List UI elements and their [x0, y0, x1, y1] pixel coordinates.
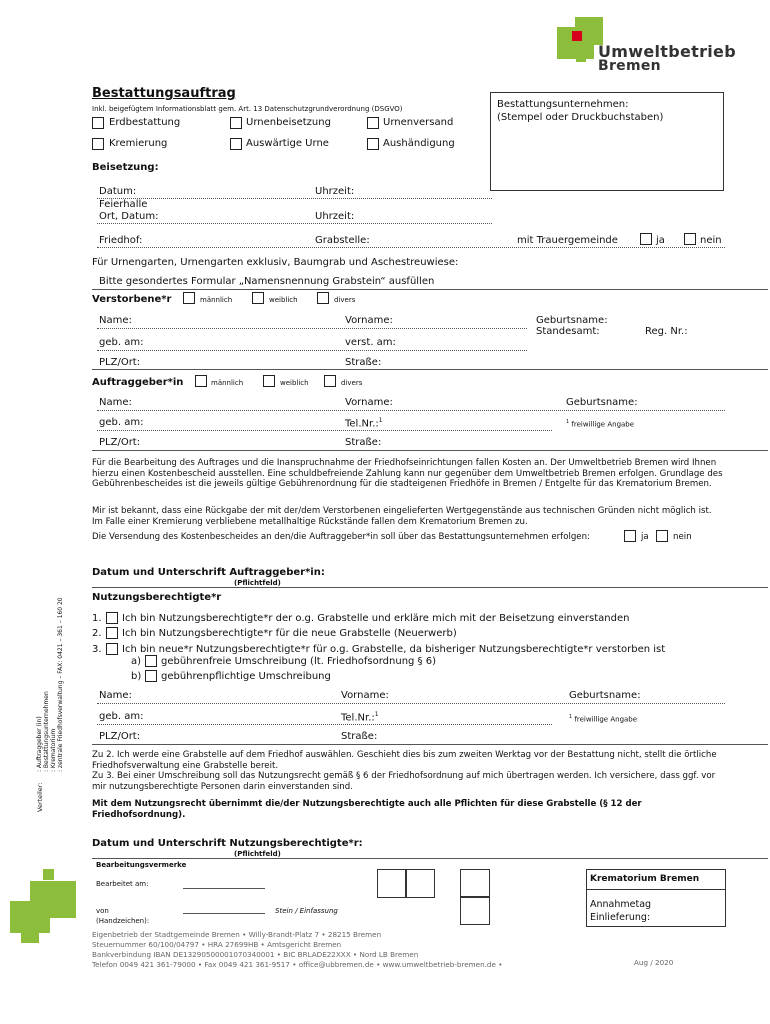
signature2-label: Datum und Unterschrift Nutzungsberechtigte*r:: [92, 838, 363, 849]
nutzung-telnr-sup: 1: [374, 711, 379, 718]
auftraggeber-note-text: freiwillige Angabe: [571, 420, 635, 429]
logo-green-square-small: [576, 52, 586, 62]
logo-text-line2: Bremen: [598, 58, 661, 74]
auftraggeber-geb-label: geb. am:: [99, 417, 144, 428]
page-subtitle: Inkl. beigefügtem Informationsblatt gem. Art. 13 Datenschutzgrundverordnung (DSGVO): [92, 105, 403, 113]
footer-line3: Bankverbindung IBAN DE13290500001070340001 • BIC BRLADE22XXX • Nord LB Bremen: [92, 950, 419, 959]
trauergemeinde-ja-label: ja: [656, 235, 665, 246]
verstorbene-geburtsname-label: Geburtsname:: [536, 315, 608, 326]
footer-date: Aug / 2020: [634, 958, 674, 967]
verstorbene-divers-label: divers: [334, 296, 356, 304]
verstorbene-vorname-label: Vorname:: [345, 315, 393, 326]
auftraggeber-heading: Auftraggeber*in: [92, 377, 184, 388]
checkbox-auftraggeber-divers[interactable]: [324, 375, 336, 387]
signature2-line[interactable]: [92, 858, 768, 859]
nutzung-option2-label: Ich bin Nutzungsberechtigte*r für die neue Grabstelle (Neuerwerb): [122, 628, 457, 639]
verteiler-line1: : Auftraggeber (in): [36, 716, 43, 772]
nutzung-heading: Nutzungsberechtigte*r: [92, 592, 222, 603]
bearbeitet-label: Bearbeitet am:: [96, 880, 149, 888]
checkbox-kremierung[interactable]: [92, 138, 104, 150]
nutzung-telnr-label: [341, 711, 379, 723]
grabstelle-label: Grabstelle:: [315, 235, 370, 246]
label-kremierung: Kremierung: [109, 138, 168, 149]
label-urnenversand: Urnenversand: [383, 117, 454, 128]
cost-paragraph: Für die Bearbeitung des Auftrages und die Inanspruchnahme der Friedhofseinrichtungen fallen Kosten an. Der Umweltbetrieb Bremen wird Ihnen hierzu einen Kostenbescheid ausstellen. Eine schuldbefreiende Zahlung kann nur gegenüber dem Umweltbetrieb Bremen erfolgen. Grundlage des Gebührenbescheides ist die jeweils gültige Gebührenordnung für die stadteigenen Friedhöfe in Bremen / Entgelte für das Krematorium Bremen.: [92, 458, 723, 490]
checkbox-aushaendigung[interactable]: [367, 138, 379, 150]
auftraggeber-name-label: Name:: [99, 397, 132, 408]
verstorbene-heading: Verstorbene*r: [92, 294, 172, 305]
trauergemeinde-label: mit Trauergemeinde: [517, 235, 618, 246]
einlieferung-label: Einlieferung:: [590, 912, 651, 923]
verstorbene-maennlich-label: männlich: [200, 296, 233, 304]
verstorbene-weiblich-label: weiblich: [269, 296, 298, 304]
auftraggeber-plz-line[interactable]: [92, 450, 768, 451]
nutzung-paragraph2: Zu 3. Bei einer Umschreibung soll das Nutzungsrecht gemäß § 6 der Friedhofsordnung auf mich übertragen werden. Ich versichere, dass ggf. vor mir nutzungsberechtigte Personen darin einverstanden sind.: [92, 771, 716, 792]
checkbox-urnenbeisetzung[interactable]: [230, 117, 242, 129]
verstorbene-verst-label: verst. am:: [345, 337, 396, 348]
verteiler-label: Verteiler:: [36, 782, 44, 812]
label-aushaendigung: Aushändigung: [383, 138, 455, 149]
checkbox-nutzung-suboption-b[interactable]: [145, 670, 157, 682]
verstorbene-name-line[interactable]: [97, 328, 527, 329]
processing-box-4[interactable]: [460, 896, 490, 925]
stein-einfassung-label: Stein / Einfassung: [275, 907, 338, 915]
nutzung-suboption-b-letter: b): [131, 671, 142, 682]
nutzung-suboption-b-label: gebührenpflichtige Umschreibung: [161, 671, 331, 682]
datum-label: Datum:: [99, 186, 137, 197]
return-paragraph: Mir ist bekannt, dass eine Rückgabe der mit der/dem Verstorbenen eingelieferten Wertgegenstände aus technischen Gründen nicht möglich ist. Im Falle einer Kremierung verbliebene metallhaltige Rückstände fallen dem Krematorium Bremen zu.: [92, 506, 712, 527]
urnengarten-hint: Bitte gesondertes Formular „Namensnennung Grabstein“ ausfüllen: [99, 276, 435, 287]
trauergemeinde-nein-label: nein: [700, 235, 722, 246]
nutzung-paragraph1: Zu 2. Ich werde eine Grabstelle auf dem Friedhof auswählen. Geschieht dies bis zum zweiten Werktag vor der Bestattung nicht, stellt die örtliche Friedhofsverwaltung eine Grabstelle bereit.: [92, 750, 717, 771]
footer-line2: Steuernummer 60/100/04797 • HRA 27699HB • Amtsgericht Bremen: [92, 940, 342, 949]
auftraggeber-weiblich-label: weiblich: [280, 379, 309, 387]
auftraggeber-geburtsname-label: Geburtsname:: [566, 397, 638, 408]
shipping-ja-label: ja: [641, 532, 649, 542]
urnengarten-label: Für Urnengarten, Urnengarten exklusiv, Baumgrab und Aschestreuwiese:: [92, 257, 459, 268]
handzeichen-line[interactable]: [183, 913, 265, 914]
stamp-box-label: Bestattungsunternehmen: (Stempel oder Druckbuchstaben): [497, 99, 664, 123]
checkbox-nutzung-option3[interactable]: [106, 643, 118, 655]
ort-datum-label: Ort, Datum:: [99, 211, 159, 222]
auftraggeber-plz-label: PLZ/Ort:: [99, 437, 141, 448]
nutzung-name-label: Name:: [99, 690, 132, 701]
processing-box-2[interactable]: [405, 869, 435, 898]
nutzung-geb-line[interactable]: [97, 724, 552, 725]
verstorbene-name-label: Name:: [99, 315, 132, 326]
nutzung-plz-line[interactable]: [92, 744, 768, 745]
auftraggeber-name-line[interactable]: [97, 410, 725, 411]
verstorbene-strasse-label: Straße:: [345, 357, 382, 368]
footer-logo-square-big: [10, 901, 50, 933]
von-label: von: [96, 907, 109, 915]
beisetzung-heading: Beisetzung:: [92, 162, 159, 173]
nutzung-option1-number: 1.: [92, 613, 102, 624]
nutzung-note-sup: 1: [569, 714, 573, 720]
signature1-label: Datum und Unterschrift Auftraggeber*in:: [92, 567, 325, 578]
nutzung-geb-label: geb. am:: [99, 711, 144, 722]
verteiler-line2: : Bestattungsunternehmen: [43, 691, 50, 772]
nutzung-suboption-a-label: gebührenfreie Umschreibung (lt. Friedhofsordnung § 6): [161, 656, 436, 667]
nutzung-option1-label: Ich bin Nutzungsberechtigte*r der o.g. Grabstelle und erkläre mich mit der Beisetzung einverstanden: [122, 613, 630, 624]
nutzung-option3-number: 3.: [92, 644, 102, 655]
krematorium-box[interactable]: [586, 869, 726, 927]
krematorium-title: Krematorium Bremen: [590, 874, 700, 884]
verstorbene-regnr-label: Reg. Nr.:: [645, 326, 688, 337]
ort-datum-line[interactable]: [97, 223, 492, 224]
footer-line4: Telefon 0049 421 361-79000 • Fax 0049 421 361-9517 • office@ubbremen.de • www.umweltbetrieb-bremen.de •: [92, 960, 503, 969]
datum-line[interactable]: [97, 198, 492, 199]
checkbox-auftraggeber-maennlich[interactable]: [195, 375, 207, 387]
checkbox-urnenversand[interactable]: [367, 117, 379, 129]
handzeichen-label: (Handzeichen):: [96, 917, 150, 925]
auftraggeber-telnr-text: Tel.Nr.:: [345, 418, 379, 430]
nutzung-suboption-a-letter: a): [131, 656, 142, 667]
page-title: Bestattungsauftrag: [92, 86, 236, 101]
friedhof-line[interactable]: [97, 247, 725, 248]
checkbox-auftraggeber-weiblich[interactable]: [263, 375, 275, 387]
urnengarten-line: [92, 289, 768, 290]
auftraggeber-telnr-sup: 1: [378, 417, 383, 424]
feierhalle-label: Feierhalle: [99, 199, 148, 210]
verstorbene-geb-label: geb. am:: [99, 337, 144, 348]
nutzung-option3-label: Ich bin neue*r Nutzungsberechtigte*r für o.g. Grabstelle, da bisheriger Nutzungsberechtigte*r verstorben ist: [122, 644, 666, 655]
logo-text-line1: Umweltbetrieb: [598, 42, 736, 61]
checkbox-auswaertige-urne[interactable]: [230, 138, 242, 150]
auftraggeber-vorname-label: Vorname:: [345, 397, 393, 408]
shipping-label: Die Versendung des Kostenbescheides an den/die Auftraggeber*in soll über das Bestattungsunternehmen erfolgen:: [92, 532, 590, 542]
checkbox-trauergemeinde-nein[interactable]: [684, 233, 696, 245]
footer-line1: Eigenbetrieb der Stadtgemeinde Bremen • Willy-Brandt-Platz 7 • 28215 Bremen: [92, 930, 382, 939]
verteiler-line3: : Krematorium: [50, 728, 57, 772]
footer-logo-square-small: [43, 869, 54, 880]
verstorbene-plz-line[interactable]: [92, 369, 768, 370]
checkbox-trauergemeinde-ja[interactable]: [640, 233, 652, 245]
friedhof-label: Friedhof:: [99, 235, 143, 246]
distribution-sidebar: [36, 552, 80, 812]
checkbox-verstorbene-divers[interactable]: [317, 292, 329, 304]
checkbox-shipping-nein[interactable]: [656, 530, 668, 542]
checkbox-verstorbene-weiblich[interactable]: [252, 292, 264, 304]
processing-box-3[interactable]: [460, 869, 490, 898]
signature1-pflicht: (Pflichtfeld): [234, 579, 281, 587]
nutzung-name-line[interactable]: [97, 703, 725, 704]
signature2-pflicht: (Pflichtfeld): [234, 850, 281, 858]
annahmetag-label: Annahmetag: [590, 899, 652, 910]
auftraggeber-maennlich-label: männlich: [211, 379, 244, 387]
verstorbene-standesamt-label: Standesamt:: [536, 326, 600, 337]
verstorbene-plz-label: PLZ/Ort:: [99, 357, 141, 368]
signature1-line[interactable]: [92, 587, 768, 588]
uhrzeit2-label: Uhrzeit:: [315, 211, 355, 222]
checkbox-shipping-ja[interactable]: [624, 530, 636, 542]
auftraggeber-freiwillig-note: [566, 419, 634, 428]
checkbox-erdbestattung[interactable]: [92, 117, 104, 129]
auftraggeber-divers-label: divers: [341, 379, 363, 387]
checkbox-nutzung-option1[interactable]: [106, 612, 118, 624]
nutzung-plz-label: PLZ/Ort:: [99, 731, 141, 742]
nutzung-note-text: freiwillige Angabe: [574, 715, 638, 724]
nutzung-vorname-label: Vorname:: [341, 690, 389, 701]
processing-box-1[interactable]: [377, 869, 407, 898]
nutzung-geburtsname-label: Geburtsname:: [569, 690, 641, 701]
auftraggeber-note-sup: 1: [566, 419, 570, 425]
label-urnenbeisetzung: Urnenbeisetzung: [246, 117, 331, 128]
logo-red-square: [572, 31, 582, 41]
auftraggeber-strasse-label: Straße:: [345, 437, 382, 448]
nutzung-strasse-label: Straße:: [341, 731, 378, 742]
shipping-nein-label: nein: [673, 532, 692, 542]
uhrzeit-label: Uhrzeit:: [315, 186, 355, 197]
stamp-box[interactable]: [490, 92, 724, 191]
footer-logo-square-low: [21, 933, 39, 943]
checkbox-verstorbene-maennlich[interactable]: [183, 292, 195, 304]
label-erdbestattung: Erdbestattung: [109, 117, 181, 128]
verteiler-line4: : zentrale Friedhofsverwaltung – FAX: 0421 – 361 – 160 20: [57, 597, 64, 772]
verstorbene-geb-line[interactable]: [97, 350, 527, 351]
krematorium-divider: [587, 889, 725, 890]
bearbeitet-line[interactable]: [183, 888, 265, 889]
auftraggeber-geb-line[interactable]: [97, 430, 552, 431]
bearbeitung-heading: Bearbeitungsvermerke: [96, 861, 187, 869]
nutzung-obligation-text: Mit dem Nutzungsrecht übernimmt die/der Nutzungsberechtigte auch alle Pflichten für diese Grabstelle (§ 12 der Friedhofsordnung).: [92, 799, 642, 820]
auftraggeber-telnr-label: [345, 417, 383, 429]
nutzung-option2-number: 2.: [92, 628, 102, 639]
nutzung-freiwillig-note: [569, 714, 637, 723]
nutzung-telnr-text: Tel.Nr.:: [341, 712, 375, 724]
checkbox-nutzung-option2[interactable]: [106, 627, 118, 639]
label-auswaertige-urne: Auswärtige Urne: [246, 138, 329, 149]
checkbox-nutzung-suboption-a[interactable]: [145, 655, 157, 667]
